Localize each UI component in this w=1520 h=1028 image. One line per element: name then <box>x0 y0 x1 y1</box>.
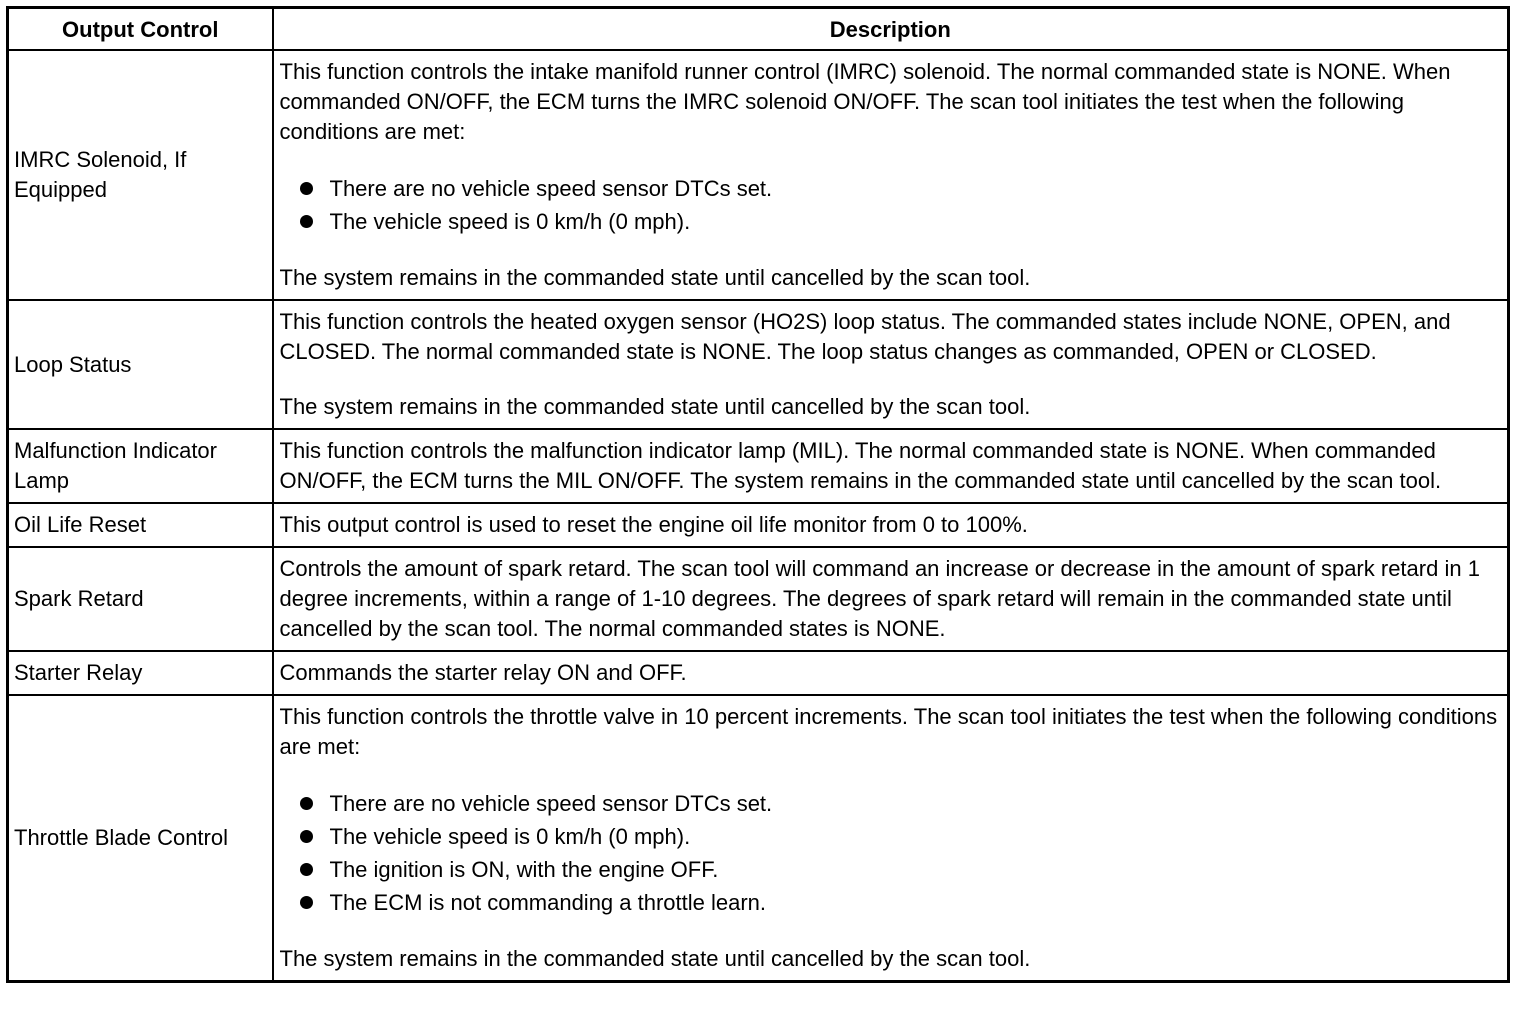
description-intro: This function controls the heated oxygen sensor (HO2S) loop status. The commanded states include NONE, OPEN, and CLOSED. The normal commanded state is NONE. The loop status changes as commanded, OPEN or CLOSED. <box>279 309 1451 364</box>
condition-item <box>296 853 1502 886</box>
output-control-name: Spark Retard <box>8 547 273 651</box>
header-output-control: Output Control <box>8 8 273 51</box>
condition-text: The ignition is ON, with the engine OFF. <box>329 857 719 882</box>
description-intro: This function controls the throttle valve in 10 percent increments. The scan tool initiates the test when the following conditions are met: <box>279 704 1498 759</box>
output-control-description <box>273 547 1509 651</box>
description-intro: Commands the starter relay ON and OFF. <box>279 660 687 685</box>
output-control-name: Oil Life Reset <box>8 503 273 547</box>
condition-item <box>296 787 1502 820</box>
table-row <box>8 300 1509 429</box>
description-intro: This function controls the intake manifold runner control (IMRC) solenoid. The normal commanded state is NONE. When commanded ON/OFF, the ECM turns the IMRC solenoid ON/OFF. The scan tool initiates the test when the following conditions are met: <box>279 59 1451 144</box>
condition-list <box>280 787 1502 919</box>
condition-list <box>280 172 1502 238</box>
header-description: Description <box>273 8 1509 51</box>
output-control-description <box>273 300 1509 429</box>
output-control-name: IMRC Solenoid, If Equipped <box>8 50 273 300</box>
table-row <box>8 50 1509 300</box>
description-outro: The system remains in the commanded state until cancelled by the scan tool. <box>279 394 1031 419</box>
output-control-description <box>273 695 1509 982</box>
description-intro: This function controls the malfunction indicator lamp (MIL). The normal commanded state is NONE. When commanded ON/OFF, the ECM turns the MIL ON/OFF. The system remains in the commanded state until cancelled by the scan tool. <box>279 438 1442 493</box>
output-control-name: Throttle Blade Control <box>8 695 273 982</box>
output-control-description <box>273 651 1509 695</box>
description-outro: The system remains in the commanded state until cancelled by the scan tool. <box>279 946 1031 971</box>
bullet-icon <box>300 830 313 843</box>
condition-text: The ECM is not commanding a throttle learn. <box>329 890 767 915</box>
output-control-description <box>273 429 1509 503</box>
condition-item <box>296 205 1502 238</box>
condition-item <box>296 172 1502 205</box>
condition-item <box>296 886 1502 919</box>
output-control-description <box>273 503 1509 547</box>
table-row <box>8 695 1509 982</box>
output-control-description <box>273 50 1509 300</box>
table-row <box>8 503 1509 547</box>
table-row <box>8 429 1509 503</box>
condition-text: The vehicle speed is 0 km/h (0 mph). <box>329 209 691 234</box>
description-outro: The system remains in the commanded state until cancelled by the scan tool. <box>279 265 1031 290</box>
bullet-icon <box>300 797 313 810</box>
bullet-icon <box>300 896 313 909</box>
description-intro: Controls the amount of spark retard. The scan tool will command an increase or decrease in the amount of spark retard in 1 degree increments, within a range of 1-10 degrees. The degrees of spark retard will remain in the commanded state until cancelled by the scan tool. The normal commanded states is NONE. <box>279 556 1480 641</box>
condition-text: There are no vehicle speed sensor DTCs set. <box>329 791 773 816</box>
condition-item <box>296 820 1502 853</box>
output-control-table <box>6 6 1510 983</box>
bullet-icon <box>300 215 313 228</box>
table-row <box>8 547 1509 651</box>
condition-text: There are no vehicle speed sensor DTCs set. <box>329 176 773 201</box>
bullet-icon <box>300 182 313 195</box>
table-row <box>8 651 1509 695</box>
bullet-icon <box>300 863 313 876</box>
output-control-name: Starter Relay <box>8 651 273 695</box>
condition-text: The vehicle speed is 0 km/h (0 mph). <box>329 824 691 849</box>
description-intro: This output control is used to reset the engine oil life monitor from 0 to 100%. <box>279 512 1028 537</box>
output-control-name: Loop Status <box>8 300 273 429</box>
table-header-row <box>8 8 1509 51</box>
output-control-name: Malfunction Indicator Lamp <box>8 429 273 503</box>
